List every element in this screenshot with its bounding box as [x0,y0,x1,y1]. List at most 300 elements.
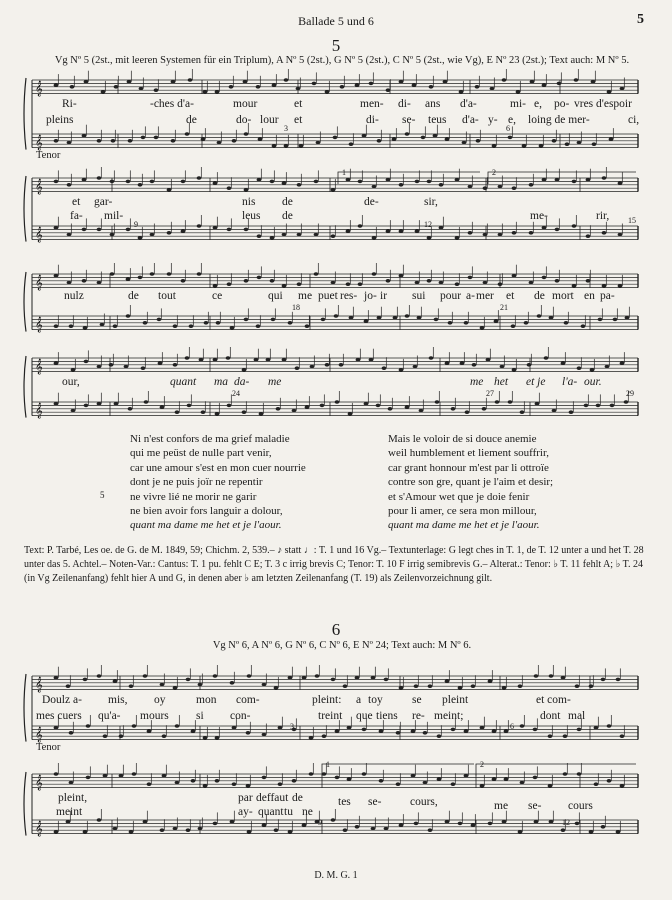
note-head [520,410,525,414]
note-head [388,407,393,411]
note-head [362,728,367,732]
note-head [272,144,277,148]
page-number: 5 [637,12,644,27]
note-head [415,180,420,184]
note-head [335,729,340,733]
brace [24,356,26,418]
note-head [371,676,376,680]
lyric: de [186,114,197,126]
note-head [591,80,596,84]
note-head [347,726,352,730]
note-head [82,279,87,283]
lyric: po- [554,98,570,110]
lyric: se [412,694,422,706]
poem-left [130,432,306,533]
note-head [129,684,134,688]
note-head [534,820,539,824]
note-head [259,412,264,416]
note-head [445,679,450,683]
note-head [527,363,532,367]
measure-number: 6 [506,124,510,133]
note-head [411,729,416,733]
note-head [69,731,74,735]
clef: 𝄞 [35,135,43,151]
note-head [54,180,59,184]
note-head [138,183,143,187]
lyric: a [356,694,362,706]
note-head [419,409,424,413]
note-head [512,368,517,372]
measure-number: 15 [628,216,636,225]
note-head [610,404,615,408]
note-head [305,324,310,328]
lyric: mis, [108,694,128,706]
note-head [508,136,513,140]
note-head [542,226,547,230]
lyric: mour [233,98,258,110]
clef: 𝄞 [35,317,43,333]
note-head [482,407,487,411]
note-head [607,779,612,783]
note-head [372,236,377,240]
note-head [257,234,262,238]
lyric: puet [318,290,338,302]
lyric: e, [534,98,542,110]
note-head [488,822,493,826]
note-head [97,139,102,143]
note-head [213,284,218,288]
note-head [213,358,218,362]
note-head [399,80,404,84]
note-head [310,365,315,369]
note-head [173,686,178,690]
lyric: ne [302,806,313,818]
note-head [215,412,220,416]
note-head [347,777,352,781]
lyric: ans [425,98,441,110]
note-head [54,361,59,365]
note-head [602,231,607,235]
note-head [232,139,237,143]
note-head [110,272,115,276]
note-head [227,228,232,232]
note-head [244,318,249,322]
note-head [483,233,488,237]
lyric: ay- [238,806,253,818]
note-head [557,82,562,86]
lyric: Doulz a- [42,694,82,706]
note-head [537,314,542,318]
note-head [113,679,118,683]
poem-line-marker: 5 [100,490,105,500]
note-head [533,728,538,732]
note-head [439,281,444,285]
note-head [524,321,529,325]
measure-number: 29 [626,389,634,398]
note-head [331,281,336,285]
note-head [601,825,606,829]
note-head [227,404,232,408]
note-head [244,228,249,232]
note-head [590,368,595,372]
lyric: et [294,114,303,126]
note-head [555,178,560,182]
note-head [185,132,190,136]
note-head [274,686,279,690]
note-head [309,736,314,740]
lyric: leus [242,210,261,222]
note-head [427,180,432,184]
note-head [535,402,540,406]
note-head [549,316,554,320]
note-head [596,404,601,408]
ballade-5-number: 5 [331,36,341,55]
note-head [428,684,433,688]
note-head [358,224,363,228]
lyric: mer [476,290,494,302]
poem-line: Mais le voloir de si douce anemie [388,433,537,445]
note-head [476,139,481,143]
note-head [83,678,88,682]
note-head [584,404,589,408]
note-head [282,284,287,288]
note-head [483,281,488,285]
poem-line: qui me peüst de nulle part venir, [130,447,272,460]
note-head [232,782,237,786]
poem-line: et s'Amour wet que je doie fenir [388,490,530,503]
note-head [533,776,538,780]
note-head [616,678,621,682]
brace [24,272,26,332]
note-head [147,729,152,733]
note-head [572,284,577,288]
lyric: par [238,792,253,804]
note-head [448,321,453,325]
note-head [242,368,247,372]
note-head [54,772,59,776]
note-head [377,139,382,143]
note-head [386,88,391,92]
note-head [555,279,560,283]
note-head [369,82,374,86]
note-head [97,818,102,822]
lyric: jo- [364,290,377,302]
note-head [413,365,418,369]
note-head [542,276,547,280]
note-head [331,188,336,192]
note-head [160,683,165,687]
lyric: se- [368,796,382,808]
note-head [563,734,568,738]
note-head [173,363,178,367]
note-head [150,233,155,237]
note-head [423,781,428,785]
note-head [272,83,277,87]
note-head [512,274,517,278]
volta-2: 2 [480,760,484,769]
lyric: mort [552,290,574,302]
note-head [66,684,71,688]
volta-1: 1 [326,760,330,769]
note-head [494,319,499,323]
note-head [455,236,460,240]
note-head [561,828,566,832]
note-head [213,822,218,826]
volta-1: 1 [342,168,346,177]
lyric: pour [440,290,462,302]
lyric: ir [380,290,388,302]
volta-2: 2 [492,168,496,177]
brace [24,78,26,150]
lyric: me [268,376,282,388]
note-head [386,178,391,182]
note-head [262,823,267,827]
note-head [244,132,249,136]
note-head [54,226,59,230]
note-head [67,141,72,145]
lyric: pleint, [58,792,88,804]
note-head [372,185,377,189]
note-head [355,83,360,87]
clef: 𝄞 [35,275,43,291]
clef: 𝄞 [35,359,43,375]
printer-signature: D. M. G. 1 [314,870,358,881]
note-head [69,324,74,328]
note-head [437,734,442,738]
note-head [162,734,167,738]
note-head [530,80,535,84]
poem-line: ne vivre lié ne morir ne garir [130,490,257,503]
note-head [297,183,302,187]
note-head [227,186,232,190]
note-head [97,281,102,285]
note-head [516,90,521,94]
note-head [203,90,208,94]
note-head [331,678,336,682]
lyric: et [72,196,81,208]
note-head [451,782,456,786]
note-head [82,134,87,138]
ballade-5-sources: Vg Nº 5 (2st., mit leeren Systemen für ein Triplum), A Nº 5 (2st.), G Nº 5 (2st.), C Nº 5 (2st., wie Vg), E Nº 23 (2st.); Text auch: M Nº 5. [54,55,630,66]
note-head [346,178,351,182]
note-head [625,316,630,320]
note-head [197,176,202,180]
note-head [464,729,469,733]
tenor-label: Tenor [36,742,61,753]
note-head [71,368,76,372]
lyric: ma [214,376,229,388]
note-head [111,139,116,143]
note-head [348,412,353,416]
poem-line: car grant honnour m'est par li ottroïe [388,461,549,474]
note-head [609,137,614,141]
note-head [589,684,594,688]
lyric: com- [236,694,260,706]
note-head [160,828,165,832]
note-head [386,229,391,233]
clef: 𝄞 [35,81,43,97]
note-head [254,358,259,362]
lyric: d'a- [462,114,479,126]
note-head [154,136,159,140]
note-head [54,324,59,328]
note-head [203,784,208,788]
note-head [355,825,360,829]
note-head [299,144,304,148]
note-head [100,323,105,327]
note-head [520,781,525,785]
note-head [132,724,137,728]
brace [24,176,26,242]
lyric: me [298,290,313,302]
lyric: et [294,98,303,110]
note-head [356,358,361,362]
note-head [191,779,196,783]
note-head [167,188,172,192]
note-head [143,321,148,325]
lyric: pleint: [312,694,342,706]
note-head [471,823,476,827]
note-head [429,85,434,89]
note-head [445,137,450,141]
note-head [288,676,293,680]
note-head [598,318,603,322]
note-head [393,316,398,320]
lyric: rir, [596,210,610,222]
note-head [113,827,118,831]
poem-line: Ni n'est confors de ma grief maladie [130,433,290,445]
note-head [126,277,131,281]
note-head [371,827,376,831]
note-head [84,404,89,408]
note-head [492,144,497,148]
note-head [302,823,307,827]
note-head [335,776,340,780]
note-head [150,180,155,184]
note-head [247,830,252,834]
note-head [534,674,539,678]
note-head [581,324,586,328]
clef: 𝄞 [35,775,43,791]
lyric: et com- [536,694,571,706]
note-head [451,728,456,732]
lyric: qu'a- [98,710,121,722]
note-head [602,176,607,180]
note-head [128,139,133,143]
note-head [572,224,577,228]
note-head [605,365,610,369]
note-head [458,686,463,690]
note-head [358,180,363,184]
note-head [455,178,460,182]
note-head [502,78,507,82]
note-head [325,90,330,94]
note-head [427,279,432,283]
note-head [339,363,344,367]
lyric: sir, [424,196,438,208]
note-head [175,781,180,785]
note-head [199,358,204,362]
note-head [472,363,477,367]
note-head [577,141,582,145]
measure-number: 18 [292,303,300,312]
note-head [119,734,124,738]
lyric: cours, [410,796,438,808]
note-head [618,233,623,237]
note-head [384,678,389,682]
note-head [574,78,579,82]
note-head [203,736,208,740]
note-head [399,823,404,827]
note-head [314,180,319,184]
note-head [158,361,163,365]
note-head [97,402,102,406]
clef: 𝄞 [35,677,43,693]
note-head [213,674,218,678]
note-head [144,400,149,404]
note-head [201,410,206,414]
note-head [577,366,582,370]
lyric: de [128,290,139,302]
note-head [230,326,235,330]
note-head [624,400,629,404]
note-head [97,176,102,180]
note-head [349,316,354,320]
note-head [246,784,251,788]
note-head [392,137,397,141]
note-head [464,774,469,778]
critical-notes: Text: P. Tarbé, Les oe. de G. de M. 1849, 59; Chichm. 2, 539.– ♪ statt ♩: T. 1 und 16 Vg.– Textunterlage: G legt ches in T. 1, de T. 12 unter a und het T. 28 unter das 5. Achtel.– Noten-Var.: Cantus: T. 1 pu. fehlt C E; T. 3 c irrig brevis C; Tenor: T. 10 F irrig semibrevis G.– Alterat.: Tenor: ♭ T. 11 fehlt A; ♭ T. 24 (in Vg Zeilenanfang) fehlt hier A und G, in denen aber ♭ am letzten Zeilenanfang (T. 19) als Zeilenvorzeichnung gilt. [24,545,644,584]
lyric: mes cuers [36,710,82,722]
lyric: di- [366,114,379,126]
note-head [67,281,72,285]
note-head [271,318,276,322]
note-head [216,321,221,325]
note-head [386,279,391,283]
lyric: dont [540,710,561,722]
lyric: fa- [70,210,83,222]
note-head [349,142,354,146]
note-head [70,85,75,89]
lyric: mours [140,710,169,722]
note-head [577,772,582,776]
lyric: deffaut [256,792,289,804]
note-head [575,822,580,826]
lyric: de [534,290,545,302]
note-head [229,85,234,89]
lyric: gar- [94,196,113,208]
note-head [376,404,381,408]
note-head [54,274,59,278]
note-head [443,80,448,84]
note-head [322,734,327,738]
note-head [555,228,560,232]
clef: 𝄞 [35,821,43,837]
note-head [331,818,336,822]
note-head [128,407,133,411]
note-head [586,178,591,182]
note-head [69,781,74,785]
note-head [113,324,118,328]
note-head [257,178,262,182]
tenor-label: Tenor [36,150,61,161]
poem-line: weil humblement et liement souffrir, [388,447,549,460]
note-head [258,137,263,141]
note-head [312,82,317,86]
note-head [242,410,247,414]
poem-line: pour li amer, ce sera mon millour, [388,505,537,518]
lyric: mil- [104,210,124,222]
